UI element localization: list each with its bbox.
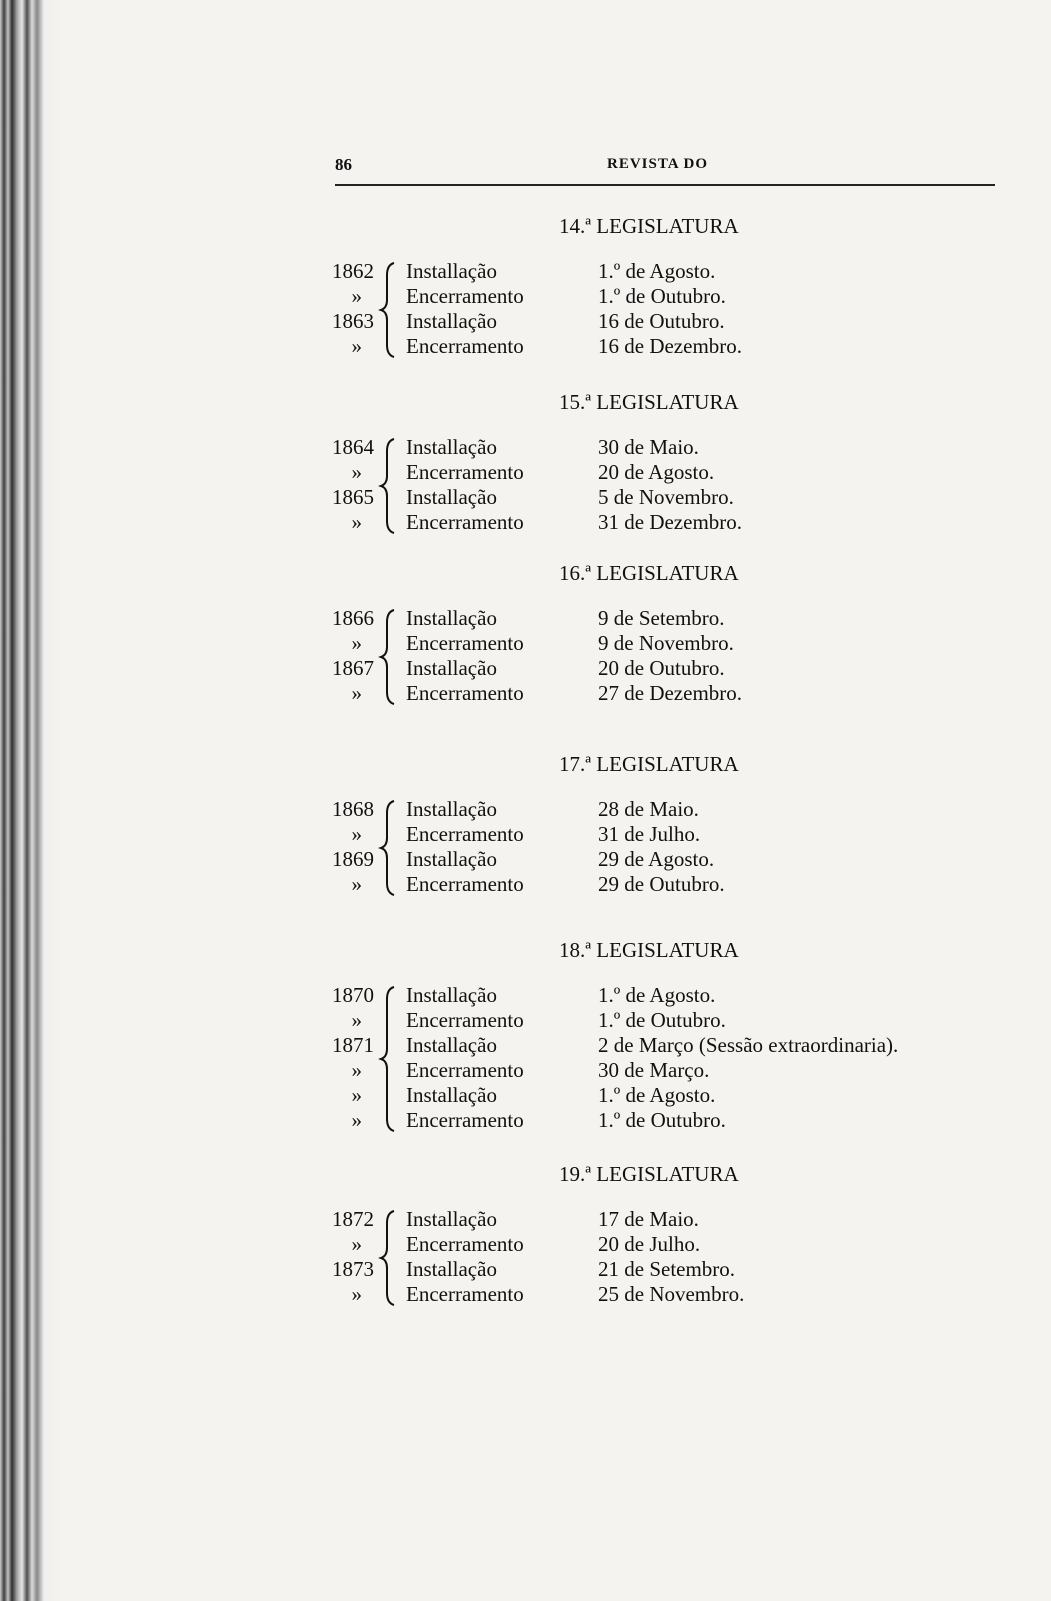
session-event: Encerramento: [406, 1008, 524, 1032]
session-event: Encerramento: [406, 334, 524, 358]
grouping-brace: [378, 437, 402, 535]
session-date: 16 de Dezembro.: [598, 334, 743, 358]
session-date: 1.º de Outubro.: [598, 1008, 726, 1032]
session-date: 1.º de Agosto.: [598, 983, 716, 1007]
session-event: Encerramento: [406, 510, 524, 534]
session-event: Encerramento: [406, 681, 524, 705]
session-date: 28 de Maio.: [598, 797, 699, 821]
session-event: Installação: [406, 606, 497, 630]
ditto-mark: »: [351, 460, 362, 484]
session-date: 16 de Outubro.: [598, 309, 725, 333]
legislatura-heading: 16.ª LEGISLATURA: [559, 561, 739, 585]
session-date: 29 de Outubro.: [598, 872, 725, 896]
page-header: [335, 155, 995, 189]
session-year: 1866: [332, 606, 374, 630]
session-date: 31 de Julho.: [598, 822, 701, 846]
session-event: Installação: [406, 797, 497, 821]
session-year: 1873: [332, 1257, 374, 1281]
session-event: Installação: [406, 259, 497, 283]
ditto-mark: »: [351, 334, 362, 358]
session-event: Installação: [406, 309, 497, 333]
session-date: 9 de Setembro.: [598, 606, 725, 630]
session-date: 25 de Novembro.: [598, 1282, 745, 1306]
session-year: 1869: [332, 847, 374, 871]
ditto-mark: »: [351, 1282, 362, 1306]
page-number: 86: [335, 155, 352, 174]
legislatura-heading: 17.ª LEGISLATURA: [559, 752, 739, 776]
session-event: Installação: [406, 1083, 497, 1107]
grouping-brace: [378, 799, 402, 897]
ditto-mark: »: [351, 1008, 362, 1032]
session-year: 1862: [332, 259, 374, 283]
session-event: Encerramento: [406, 284, 524, 308]
session-year: 1863: [332, 309, 374, 333]
ditto-mark: »: [351, 1108, 362, 1132]
ditto-mark: »: [351, 1232, 362, 1256]
session-event: Encerramento: [406, 872, 524, 896]
legislatura-heading: 14.ª LEGISLATURA: [559, 214, 739, 238]
session-year: 1865: [332, 485, 374, 509]
ditto-mark: »: [351, 510, 362, 534]
book-binding-shadow: [0, 0, 62, 1601]
session-year: 1864: [332, 435, 374, 459]
session-event: Encerramento: [406, 460, 524, 484]
legislatura-heading: 18.ª LEGISLATURA: [559, 938, 739, 962]
session-date: 30 de Março.: [598, 1058, 710, 1082]
header-rule: [335, 184, 995, 186]
session-date: 20 de Outubro.: [598, 656, 725, 680]
session-date: 20 de Julho.: [598, 1232, 701, 1256]
session-event: Installação: [406, 1207, 497, 1231]
session-date: 2 de Março (Sessão extraordinaria).: [598, 1033, 899, 1057]
session-event: Encerramento: [406, 1282, 524, 1306]
grouping-brace: [378, 985, 402, 1133]
session-date: 29 de Agosto.: [598, 847, 715, 871]
legislatura-heading: 19.ª LEGISLATURA: [559, 1162, 739, 1186]
session-date: 20 de Agosto.: [598, 460, 715, 484]
ditto-mark: »: [351, 681, 362, 705]
session-date: 30 de Maio.: [598, 435, 699, 459]
session-date: 1.º de Outubro.: [598, 1108, 726, 1132]
session-date: 27 de Dezembro.: [598, 681, 743, 705]
legislatura-heading: 15.ª LEGISLATURA: [559, 390, 739, 414]
session-date: 5 de Novembro.: [598, 485, 734, 509]
running-head: REVISTA DO: [607, 156, 708, 172]
grouping-brace: [378, 261, 402, 359]
session-event: Installação: [406, 983, 497, 1007]
session-event: Installação: [406, 435, 497, 459]
grouping-brace: [378, 1209, 402, 1307]
ditto-mark: »: [351, 1058, 362, 1082]
session-event: Encerramento: [406, 1108, 524, 1132]
ditto-mark: »: [351, 1083, 362, 1107]
session-event: Encerramento: [406, 631, 524, 655]
session-date: 1.º de Agosto.: [598, 259, 716, 283]
session-event: Encerramento: [406, 822, 524, 846]
session-date: 9 de Novembro.: [598, 631, 734, 655]
session-event: Encerramento: [406, 1232, 524, 1256]
session-event: Installação: [406, 1257, 497, 1281]
grouping-brace: [378, 608, 402, 706]
session-year: 1868: [332, 797, 374, 821]
session-date: 1.º de Outubro.: [598, 284, 726, 308]
session-date: 1.º de Agosto.: [598, 1083, 716, 1107]
session-year: 1872: [332, 1207, 374, 1231]
session-event: Installação: [406, 1033, 497, 1057]
session-date: 17 de Maio.: [598, 1207, 699, 1231]
ditto-mark: »: [351, 872, 362, 896]
session-date: 31 de Dezembro.: [598, 510, 743, 534]
session-year: 1867: [332, 656, 374, 680]
ditto-mark: »: [351, 284, 362, 308]
session-event: Installação: [406, 656, 497, 680]
session-year: 1870: [332, 983, 374, 1007]
session-date: 21 de Setembro.: [598, 1257, 736, 1281]
session-event: Encerramento: [406, 1058, 524, 1082]
session-year: 1871: [332, 1033, 374, 1057]
ditto-mark: »: [351, 822, 362, 846]
session-event: Installação: [406, 847, 497, 871]
session-event: Installação: [406, 485, 497, 509]
ditto-mark: »: [351, 631, 362, 655]
